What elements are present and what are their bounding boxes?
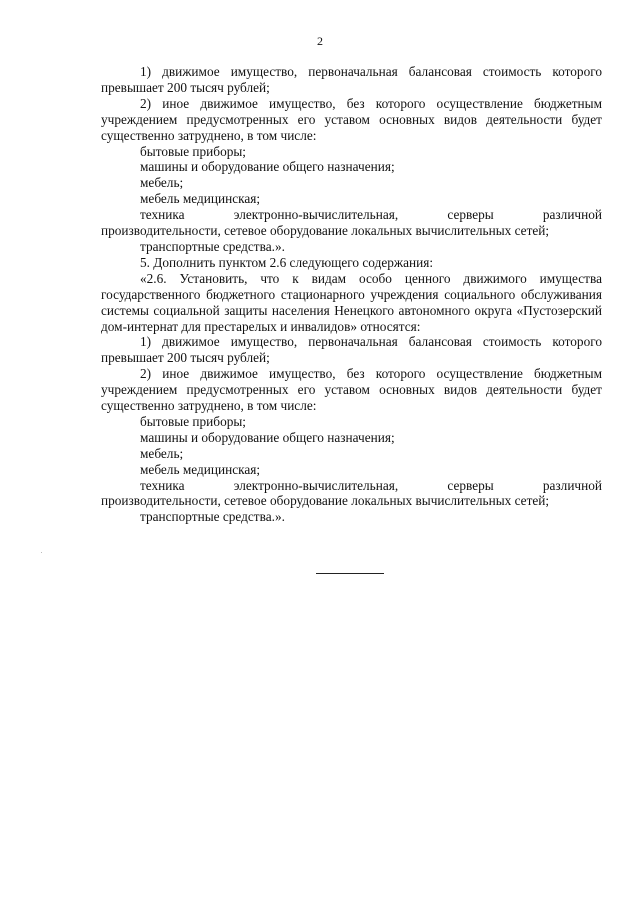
list-item-a-appliances: бытовые приборы;	[140, 143, 246, 159]
list-item-a-furniture: мебель;	[140, 175, 184, 191]
tech-word: электронно-вычислительная,	[233, 477, 399, 493]
tech-word: серверы	[447, 477, 494, 493]
list-item-a-computing-line	[101, 207, 602, 223]
paragraph-b-item-1: 1) движимое имущество, первоначальная балансовая стоимость которого превышает 200 тысяч рублей;	[101, 334, 602, 366]
list-item-a-computing-rest: производительности, сетевое оборудование локальных вычислительных сетей;	[101, 223, 550, 239]
paragraph-a-item-1: 1) движимое имущество, первоначальная балансовая стоимость которого превышает 200 тысяч рублей;	[101, 64, 602, 95]
page-number: 2	[317, 34, 323, 48]
list-item-b-furniture: мебель;	[140, 445, 184, 461]
paragraph-b-item-2: 2) иное движимое имущество, без которого осуществление бюджетным учреждением предусмотренных его уставом основных видов деятельности будет существенно затруднено, в том числе:	[101, 366, 602, 414]
tech-word: различной	[542, 207, 602, 223]
paragraph-a-item-2: 2) иное движимое имущество, без которого осуществление бюджетным учреждением предусмотренных его уставом основных видов деятельности будет существенно затруднено, в том числе:	[101, 95, 602, 143]
list-item-b-medical-furniture: мебель медицинская;	[140, 461, 261, 477]
list-item-b-appliances: бытовые приборы;	[140, 413, 246, 429]
tech-word: техника	[140, 207, 185, 223]
list-item-a-transport: транспортные средства.».	[140, 238, 285, 254]
list-item-b-machines: машины и оборудование общего назначения;	[140, 429, 395, 445]
tech-word: различной	[542, 477, 602, 493]
paragraph-item-5: 5. Дополнить пунктом 2.6 следующего содержания:	[140, 254, 434, 270]
paragraph-clause-2-6: «2.6. Установить, что к видам особо ценного движимого имущества государственного бюджетного стационарного учреждения социального обслуживания системы социальной защиты населения Ненецкого автономного округа «Пустозерский дом-интернат для престарелых и инвалидов» относятся:	[101, 270, 602, 334]
list-item-a-medical-furniture: мебель медицинская;	[140, 191, 261, 207]
tech-word: серверы	[447, 207, 494, 223]
list-item-b-computing-line	[101, 478, 602, 494]
list-item-b-transport: транспортные средства.».	[140, 509, 285, 525]
end-divider-line	[316, 573, 384, 574]
tech-word: техника	[140, 477, 185, 493]
tech-word: электронно-вычислительная,	[233, 207, 399, 223]
scan-speck	[41, 552, 42, 553]
list-item-a-machines: машины и оборудование общего назначения;	[140, 159, 395, 175]
list-item-b-computing-rest: производительности, сетевое оборудование локальных вычислительных сетей;	[101, 493, 550, 509]
document-body	[101, 64, 602, 525]
